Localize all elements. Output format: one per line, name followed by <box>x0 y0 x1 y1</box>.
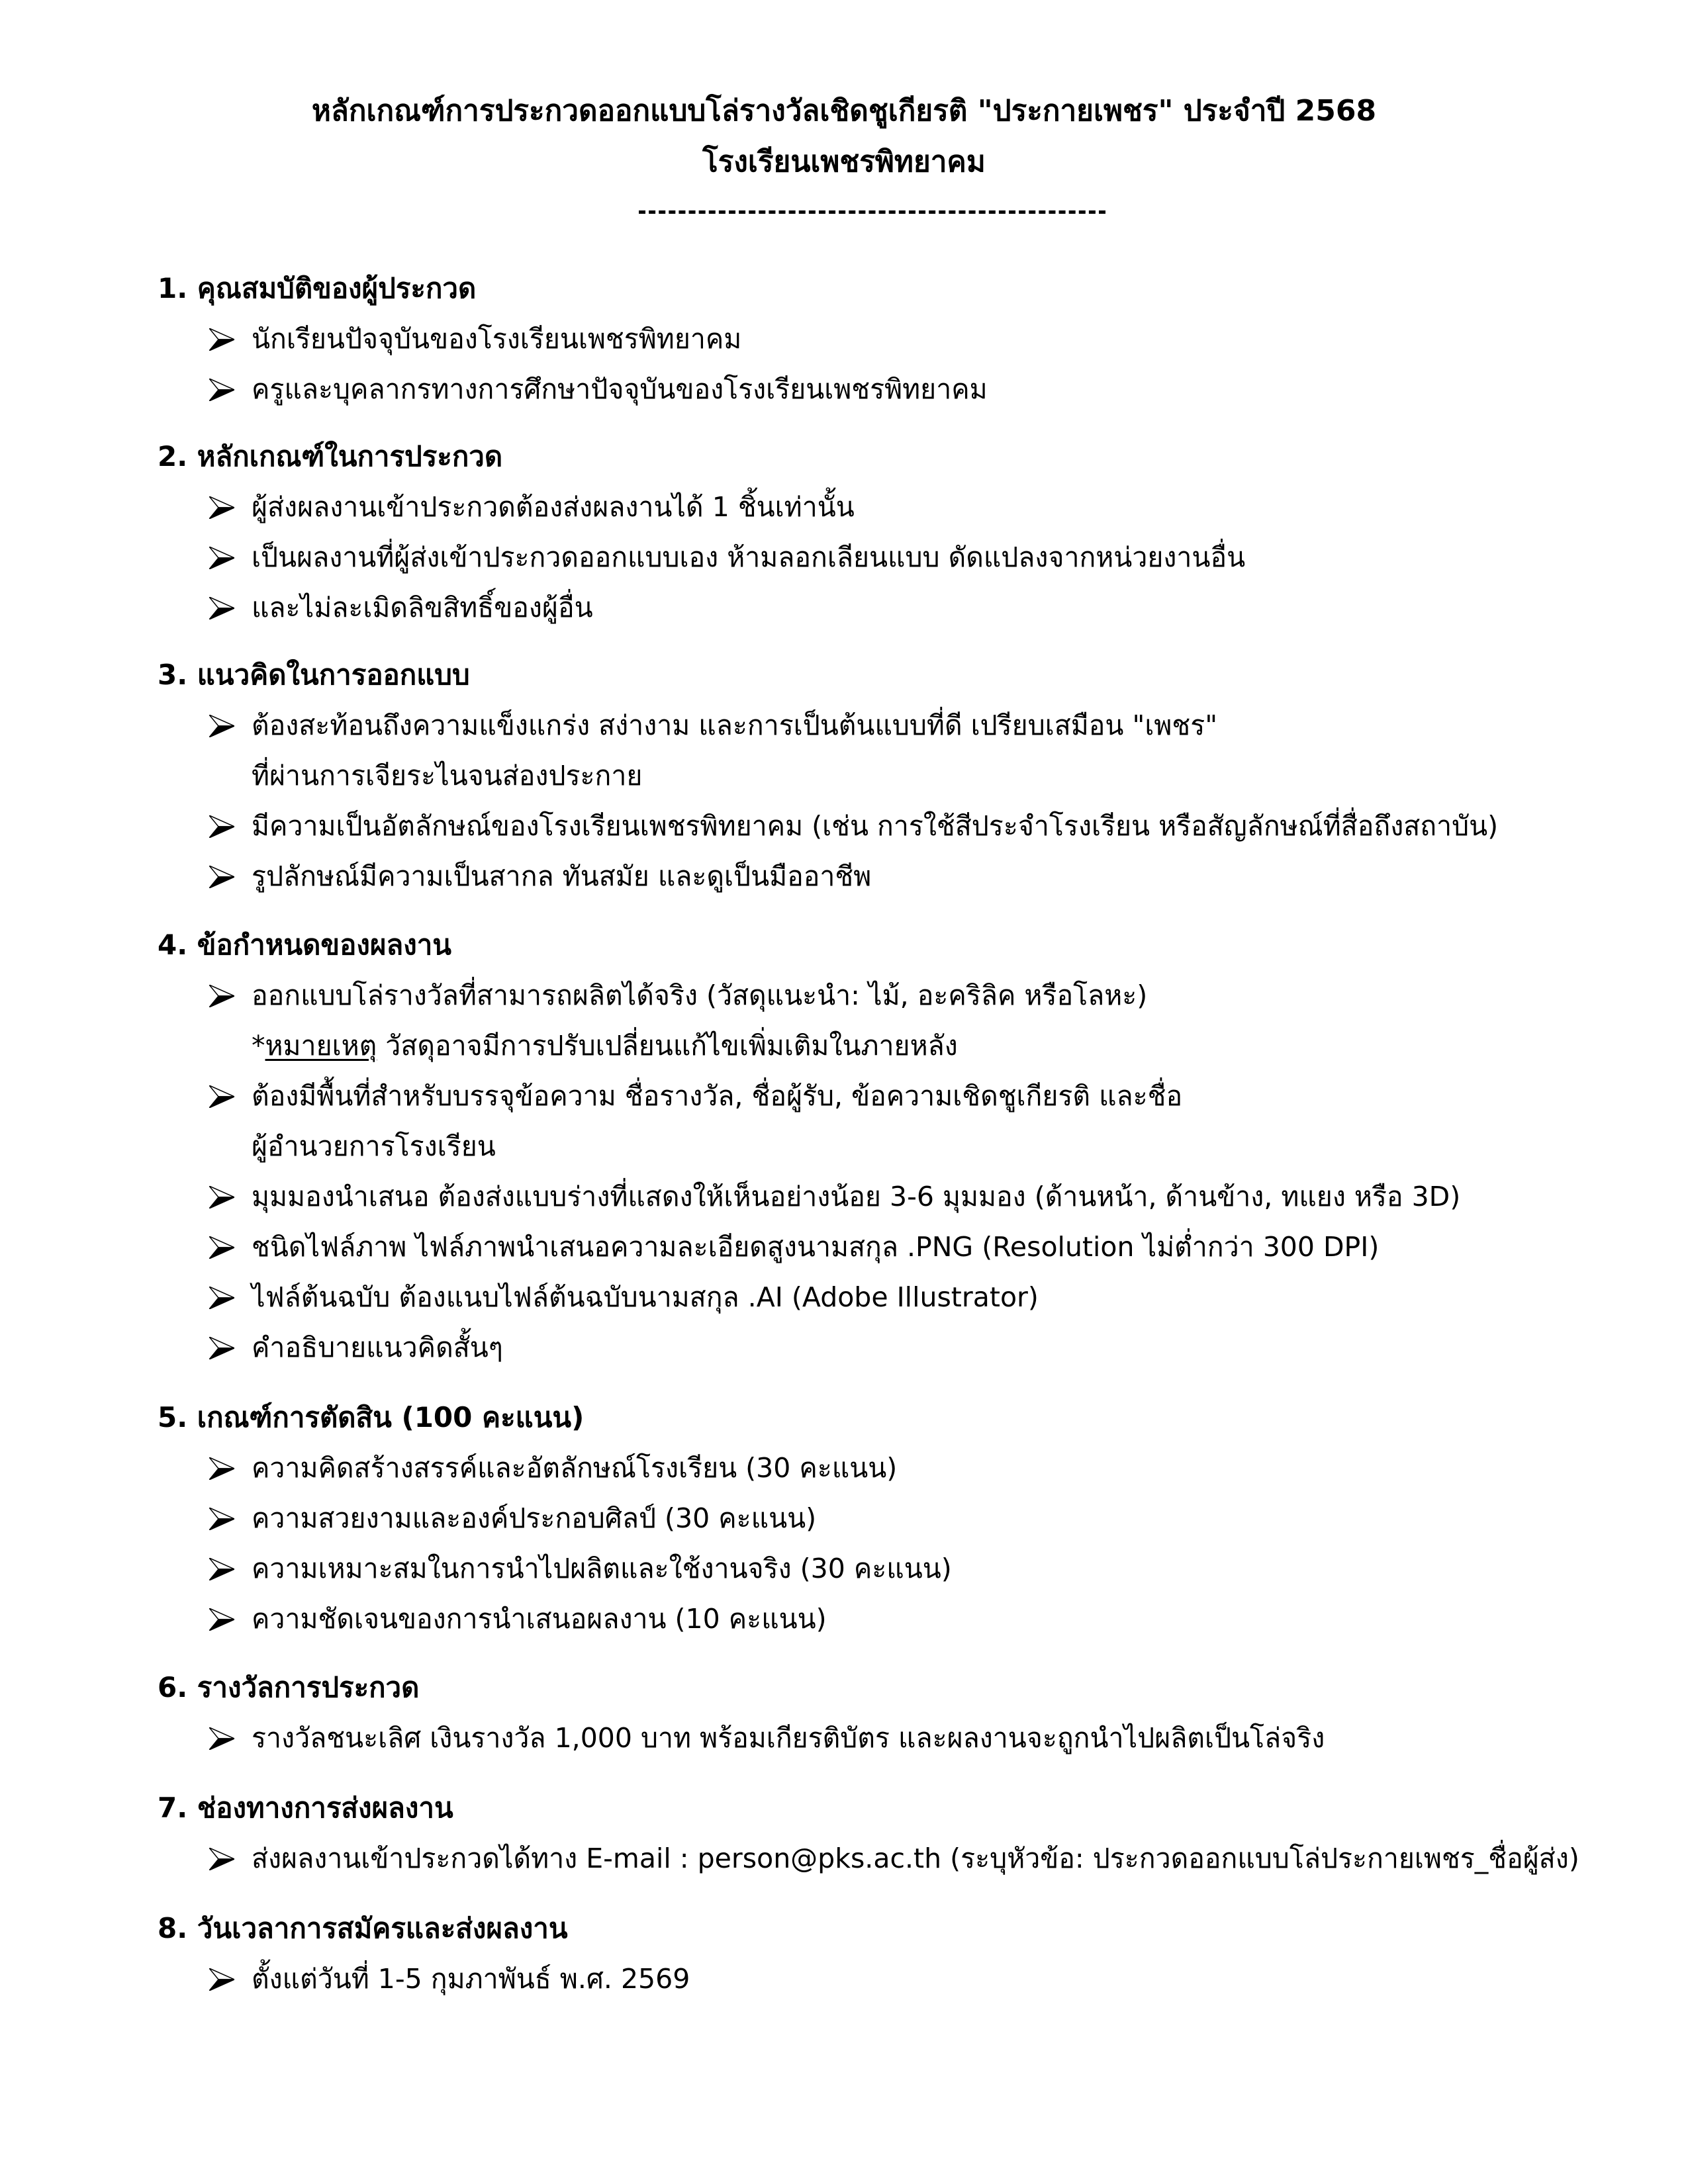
section-rules <box>158 432 1614 633</box>
arrowhead-bullet-icon <box>209 715 234 737</box>
list-item: ความเหมาะสมในการนำไปผลิตและใช้งานจริง (30 คะแนน) <box>158 1543 1614 1594</box>
arrowhead-bullet-icon <box>209 1508 234 1530</box>
section-judging-criteria <box>158 1392 1614 1644</box>
arrowhead-bullet-icon <box>209 1608 234 1631</box>
arrowhead-bullet-icon <box>209 547 234 569</box>
dashed-divider <box>639 210 1105 214</box>
material-note: *หมายเหตุ วัสดุอาจมีการปรับเปลี่ยนแก้ไขเพิ่มเติมในภายหลัง <box>252 1030 958 1062</box>
arrowhead-bullet-icon <box>209 496 234 519</box>
list-item: มีความเป็นอัตลักษณ์ของโรงเรียนเพชรพิทยาคม (เช่น การใช้สีประจำโรงเรียน หรือสัญลักษณ์ที่สื่อถึงสถาบัน) <box>158 801 1614 851</box>
arrowhead-bullet-icon <box>209 815 234 838</box>
list-item: ความคิดสร้างสรรค์และอัตลักษณ์โรงเรียน (30 คะแนน) <box>158 1443 1614 1493</box>
arrowhead-bullet-icon <box>209 1848 234 1870</box>
list-item: ตั้งแต่วันที่ 1-5 กุมภาพันธ์ พ.ศ. 2569 <box>158 1954 1614 2004</box>
list-item: ความสวยงามและองค์ประกอบศิลป์ (30 คะแนน) <box>158 1493 1614 1543</box>
school-name: โรงเรียนเพชรพิทยาคม <box>702 145 986 179</box>
list-item: ออกแบบโล่รางวัลที่สามารถผลิตได้จริง (วัสดุแนะนำ: ไม้, อะคริลิค หรือโลหะ) <box>158 970 1614 1021</box>
section-heading: 7. ช่องทางการส่งผลงาน <box>158 1792 453 1824</box>
section-heading: 5. เกณฑ์การตัดสิน (100 คะแนน) <box>158 1401 585 1433</box>
section-submission-channel <box>158 1783 1614 1884</box>
arrowhead-bullet-icon <box>209 597 234 619</box>
list-item: คำอธิบายแนวคิดสั้นๆ <box>158 1322 1614 1373</box>
list-item: ครูและบุคลากรทางการศึกษาปัจจุบันของโรงเรียนเพชรพิทยาคม <box>158 364 1614 414</box>
arrowhead-bullet-icon <box>209 379 234 401</box>
arrowhead-bullet-icon <box>209 1727 234 1750</box>
section-prizes <box>158 1662 1614 1763</box>
arrowhead-bullet-icon <box>209 985 234 1007</box>
document-title: หลักเกณฑ์การประกวดออกแบบโล่รางวัลเชิดชูเกียรติ "ประกายเพชร" ประจำปี 2568 <box>311 94 1377 128</box>
arrowhead-bullet-icon <box>209 1287 234 1309</box>
arrowhead-bullet-icon <box>209 1558 234 1580</box>
section-heading: 1. คุณสมบัติของผู้ประกวด <box>158 272 477 304</box>
section-work-requirements <box>158 920 1614 1373</box>
list-item-continuation: ผู้อำนวยการโรงเรียน <box>252 1130 496 1162</box>
section-qualifications <box>158 263 1614 414</box>
section-schedule <box>158 1903 1614 2004</box>
list-item: นักเรียนปัจจุบันของโรงเรียนเพชรพิทยาคม <box>158 314 1614 364</box>
list-item: รางวัลชนะเลิศ เงินรางวัล 1,000 บาท พร้อมเกียรติบัตร และผลงานจะถูกนำไปผลิตเป็นโล่จริง <box>158 1713 1614 1763</box>
section-heading: 8. วันเวลาการสมัครและส่งผลงาน <box>158 1912 568 1944</box>
list-item-continuation: ที่ผ่านการเจียระไนจนส่องประกาย <box>252 760 643 792</box>
section-heading: 3. แนวคิดในการออกแบบ <box>158 659 470 691</box>
list-item: ต้องมีพื้นที่สำหรับบรรจุข้อความ ชื่อรางวัล, ชื่อผู้รับ, ข้อความเชิดชูเกียรติ และชื่อ <box>158 1071 1614 1121</box>
list-item: ชนิดไฟล์ภาพ ไฟล์ภาพนำเสนอความละเอียดสูงนามสกุล .PNG (Resolution ไม่ต่ำกว่า 300 DPI) <box>158 1222 1614 1272</box>
note-label: หมายเหตุ <box>265 1030 377 1062</box>
list-item: มุมมองนำเสนอ ต้องส่งแบบร่างที่แสดงให้เห็นอย่างน้อย 3-6 มุมมอง (ด้านหน้า, ด้านข้าง, ทแยง หรือ 3D) <box>158 1171 1614 1222</box>
arrowhead-bullet-icon <box>209 1236 234 1259</box>
arrowhead-bullet-icon <box>209 866 234 888</box>
list-item: เป็นผลงานที่ผู้ส่งเข้าประกวดออกแบบเอง ห้ามลอกเลียนแบบ ดัดแปลงจากหน่วยงานอื่น <box>158 532 1614 582</box>
arrowhead-bullet-icon <box>209 1968 234 1991</box>
list-item: ส่งผลงานเข้าประกวดได้ทาง E-mail : person@pks.ac.th (ระบุหัวข้อ: ประกวดออกแบบโล่ประกายเพชร_ชื่อผู้ส่ง) <box>158 1833 1614 1884</box>
arrowhead-bullet-icon <box>209 1186 234 1208</box>
list-item: รูปลักษณ์มีความเป็นสากล ทันสมัย และดูเป็นมืออาชีพ <box>158 851 1614 901</box>
arrowhead-bullet-icon <box>209 1085 234 1108</box>
arrowhead-bullet-icon <box>209 328 234 351</box>
list-item: และไม่ละเมิดลิขสิทธิ์ของผู้อื่น <box>158 582 1614 633</box>
list-item: ต้องสะท้อนถึงความแข็งแกร่ง สง่างาม และการเป็นต้นแบบที่ดี เปรียบเสมือน "เพชร" <box>158 700 1614 751</box>
list-item: ผู้ส่งผลงานเข้าประกวดต้องส่งผลงานได้ 1 ชิ้นเท่านั้น <box>158 482 1614 532</box>
arrowhead-bullet-icon <box>209 1457 234 1480</box>
list-item: ไฟล์ต้นฉบับ ต้องแนบไฟล์ต้นฉบับนามสกุล .AI (Adobe Illustrator) <box>158 1272 1614 1322</box>
section-design-concept <box>158 650 1614 901</box>
arrowhead-bullet-icon <box>209 1337 234 1359</box>
section-heading: 6. รางวัลการประกวด <box>158 1671 420 1704</box>
section-heading: 4. ข้อกำหนดของผลงาน <box>158 929 452 961</box>
list-item: ความชัดเจนของการนำเสนอผลงาน (10 คะแนน) <box>158 1594 1614 1644</box>
section-heading: 2. หลักเกณฑ์ในการประกวด <box>158 440 503 473</box>
